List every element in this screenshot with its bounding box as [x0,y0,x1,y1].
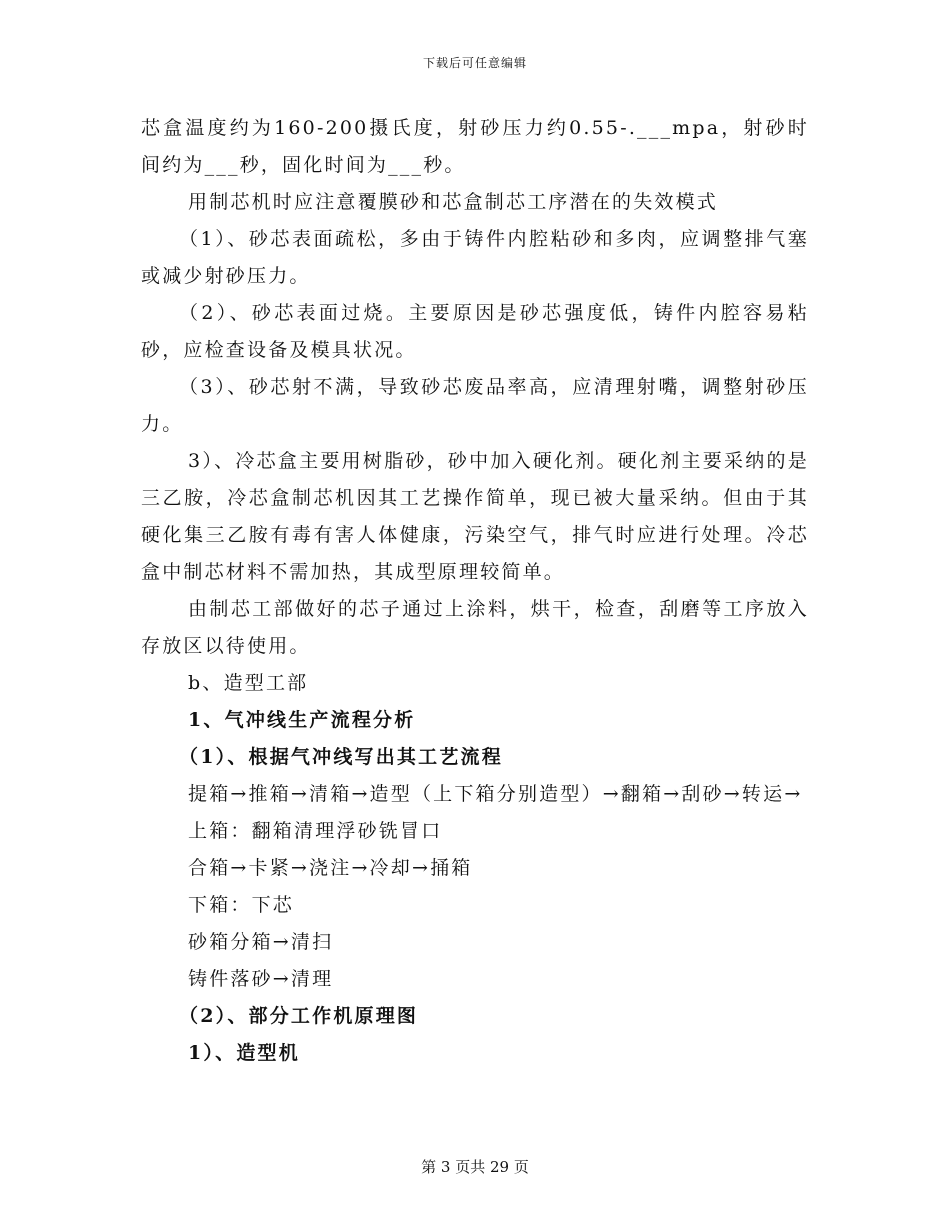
heading-molding-machine: 1）、造型机 [188,1042,300,1064]
heading-process-flow: （1）、根据气冲线写出其工艺流程 [179,746,503,768]
paragraph-flow-upper-box: 上箱：翻箱清理浮砂铣冒口 [188,820,443,842]
paragraph-failure-modes-intro: 用制芯机时应注意覆膜砂和芯盒制芯工序潜在的失效模式 [188,191,719,213]
paragraph-flow-lower-box: 下箱：下芯 [188,894,295,916]
paragraph-flow-closing: 合箱→卡紧→浇注→冷却→捅箱 [188,857,473,879]
paragraph-cold-box: 3）、冷芯盒主要用树脂砂，砂中加入硬化剂。硬化剂主要采纳的是三乙胺，冷芯盒制芯机因其工艺操作简单，现已被大量采纳。但由于其硬化集三乙胺有毒有害人体健康，污染空气，排气时应进行处理。冷芯盒中制芯材料不需加热，其成型原理较简单。 [141,450,809,583]
paragraph-core-box-parameters: 芯盒温度约为160-200摄氏度，射砂压力约0.55-.___mpa，射砂时间约为___秒，固化时间为___秒。 [141,117,809,176]
paragraph-failure-mode-3: （3）、砂芯射不满，导致砂芯废品率高，应清理射嘴，调整射砂压力。 [141,376,809,435]
paragraph-failure-mode-2: （2）、砂芯表面过烧。主要原因是砂芯强度低，铸件内腔容易粘砂，应检查设备及模具状况。 [141,302,809,361]
page-header: 下载后可任意编辑 [422,56,527,70]
page-footer: 第 3 页共 29 页 [421,1158,529,1176]
paragraph-core-storage: 由制芯工部做好的芯子通过上涂料，烘干，检查，刮磨等工序放入存放区以待使用。 [141,598,809,657]
document-body [141,110,809,1072]
paragraph-flow-main: 提箱→推箱→清箱→造型（上下箱分别造型）→翻箱→刮砂→转运→ [188,783,803,805]
heading-air-impact-line: 1、气冲线生产流程分析 [188,709,416,731]
paragraph-molding-section: b、造型工部 [188,672,309,694]
paragraph-failure-mode-1: （1）、砂芯表面疏松，多由于铸件内腔粘砂和多肉，应调整排气塞或减少射砂压力。 [141,228,809,287]
paragraph-flow-flask-separation: 砂箱分箱→清扫 [188,931,334,953]
paragraph-flow-shakeout: 铸件落砂→清理 [188,968,334,990]
heading-machine-diagrams: （2）、部分工作机原理图 [179,1005,419,1027]
